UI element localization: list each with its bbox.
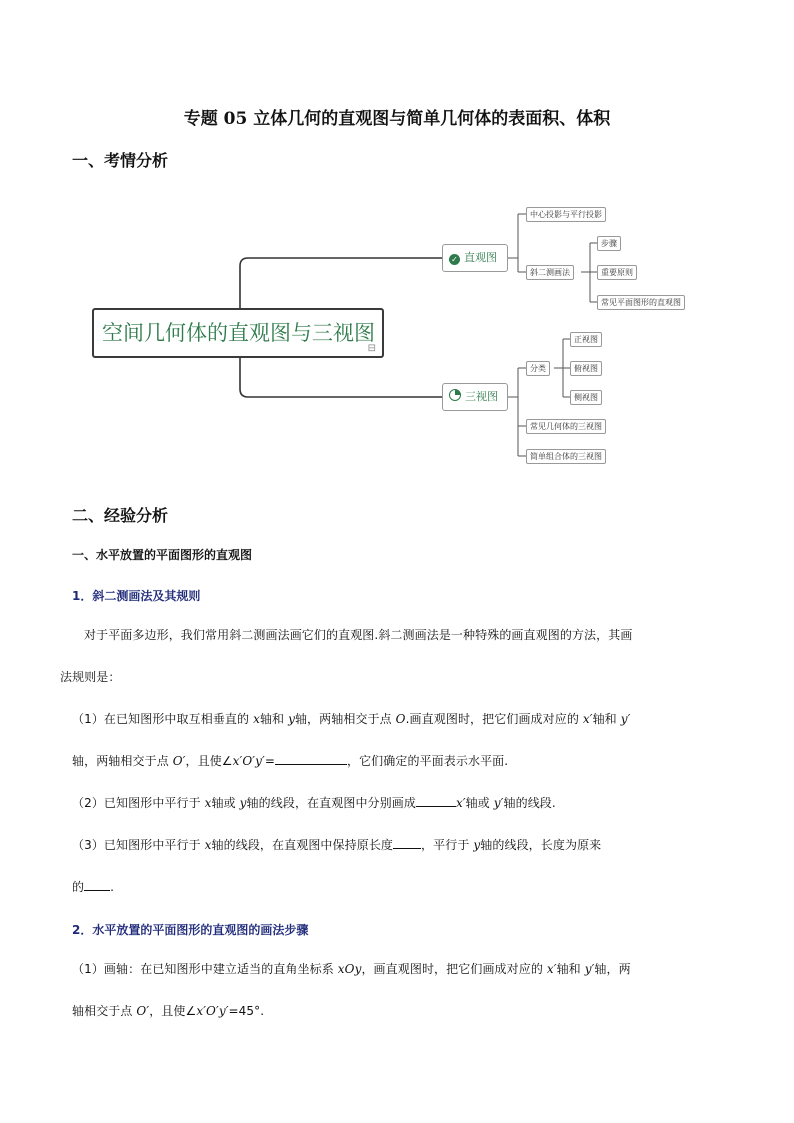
- section-heading-experience: 二、经验分析: [72, 506, 169, 525]
- mindmap-node-xieerce: 斜二测画法: [526, 265, 574, 280]
- section-heading-analysis: 一、考情分析: [72, 151, 169, 170]
- mindmap-leaf-common-plane-figures: 常见平面图形的直观图: [597, 295, 685, 310]
- fill-blank: [393, 836, 421, 849]
- fill-blank: [84, 878, 110, 891]
- paragraph-rule-3: （3）已知图形中平行于 x轴的线段，在直观图中保持原长度 ，平行于 y轴的线段，长度为原来 的 .: [72, 838, 602, 894]
- mindmap-leaf-principles: 重要原则: [597, 265, 637, 280]
- document-title: 专题 05 立体几何的直观图与简单几何体的表面积、体积: [183, 109, 611, 129]
- item-heading-1: 1．斜二测画法及其规则: [72, 589, 201, 603]
- fill-blank: [275, 752, 347, 765]
- mindmap-node-zhiguantu: [442, 244, 508, 272]
- check-circle-icon: ✓: [449, 254, 460, 265]
- mindmap-node-sanshitu: [442, 383, 508, 411]
- mindmap-leaf-front-view: 正视图: [570, 332, 602, 347]
- paragraph-intro: 对于平面多边形，我们常用斜二测画法画它们的直观图.斜二测画法是一种特殊的画直观图的方法，其画 法规则是：: [60, 628, 633, 684]
- mindmap-leaf-top-view: 俯视图: [570, 361, 602, 376]
- mindmap-leaf-composite-solids: 简单组合体的三视图: [526, 449, 606, 464]
- mindmap-leaf-steps: 步骤: [597, 236, 621, 251]
- mindmap-root-label: 空间几何体的直观图与三视图: [102, 321, 375, 345]
- connector-root-to-zhiguantu: [240, 258, 442, 308]
- mindmap-leaf-side-view: 侧视图: [570, 390, 602, 405]
- mindmap-node-label: 直观图: [464, 251, 497, 264]
- mindmap-root: [92, 308, 384, 358]
- mindmap-leaf-common-solids: 常见几何体的三视图: [526, 419, 606, 434]
- connector-fenlei-children: [554, 339, 570, 397]
- paragraph-step-1: （1）画轴：在已知图形中建立适当的直角坐标系 xOy，画直观图时，把它们画成对应的 x′轴和 y′轴，两 轴相交于点 O′，且使∠x′O′y′=45°.: [72, 962, 631, 1018]
- fill-blank: [416, 794, 456, 807]
- connector-sanshitu-children: [508, 368, 526, 456]
- mindmap-leaf-projection: 中心投影与平行投影: [526, 207, 606, 222]
- mindmap-node-fenlei: 分类: [526, 361, 550, 376]
- connector-root-to-sanshitu: [240, 358, 442, 397]
- connector-zhiguantu-children: [508, 214, 526, 272]
- note-icon: ⊟: [367, 343, 376, 354]
- connector-xieerce-children: [581, 243, 597, 302]
- pie-chart-icon: [449, 389, 461, 401]
- paragraph-rule-1: （1）在已知图形中取互相垂直的 x轴和 y轴，两轴相交于点 O.画直观图时，把它们画成对应的 x′轴和 y′ 轴，两轴相交于点 O′，且使∠x′O′y′= ，它们确定的平面表示水平面.: [72, 712, 631, 768]
- subsection-heading: 一、水平放置的平面图形的直观图: [72, 548, 253, 562]
- paragraph-rule-2: （2）已知图形中平行于 x轴或 y轴的线段，在直观图中分别画成 x′轴或 y′轴的线段.: [72, 796, 556, 810]
- item-heading-2: 2．水平放置的平面图形的直观图的画法步骤: [72, 923, 309, 937]
- mindmap-node-label: 三视图: [465, 390, 498, 403]
